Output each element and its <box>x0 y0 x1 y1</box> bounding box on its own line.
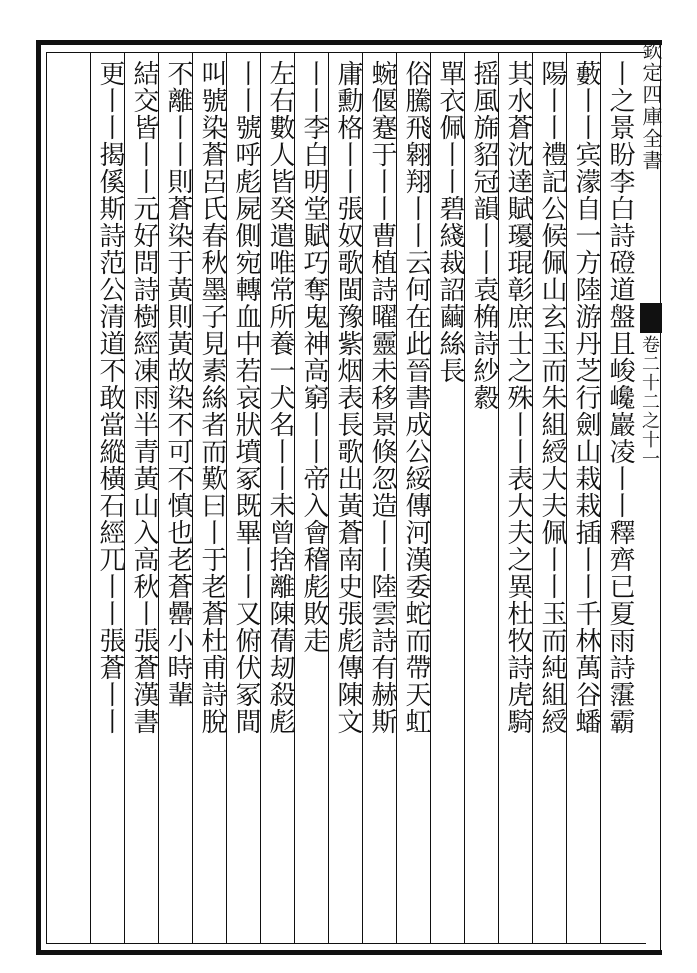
text-column-10: 丨丨李白明堂賦巧奪鬼神高窮丨丨帝入會稽彪敗走 <box>299 60 329 654</box>
book-title: 欽定四庫全書 <box>639 40 663 172</box>
text-column-8: 蜿偃蹇于丨丨曹植詩曜靈未移景倏忽造丨丨陸雲詩有赫斯 <box>367 60 397 735</box>
text-column-2: 藪丨丨宾濛自一方陸游丹芝行劍山栽栽插丨丨千林萬谷蟠 <box>571 60 601 735</box>
text-column-15: 結交皆丨丨元好問詩樹經凍雨半青黃山入高秋丨張蒼漢書 <box>129 60 159 735</box>
text-column-3: 陽丨丨禮記公候佩山玄玉而朱組綬大夫佩丨丨玉而純組綬 <box>537 60 567 735</box>
text-column-4: 其水蒼沈達賦瓇琨彰庶士之殊丨丨表大夫之異杜牧詩虎騎 <box>503 60 533 735</box>
text-column-6: 單衣佩丨丨碧綫裁詔繭絲長 <box>435 60 465 384</box>
text-column-5: 摇風旆貂冠韻丨丨袁桷詩紗縠 <box>469 60 499 411</box>
text-column-9: 庸勳格丨丨張奴歌閩豫紫烟表長歌出黃蒼南史張彪傳陳文 <box>333 60 363 735</box>
text-column-16: 更丨丨揭傒斯詩范公清道不敢當縱橫石經兀丨丨張蒼丨丨 <box>95 60 125 735</box>
text-column-1: 丨之景盼李白詩磴道盤且峻巉巖凌丨丨釋齊已夏雨詩霮霸 <box>605 60 635 735</box>
text-column-14: 不離丨丨則蒼染于黃則黃故染不可不慎也老蒼罍小時輩 <box>163 60 193 708</box>
text-column-13: 叫號染蒼呂氏春秋墨子見素絲者而歎曰丨于老蒼杜甫詩脫 <box>197 60 227 735</box>
text-column-12: 丨丨號呼彪屍側宛轉血中若哀狀墳冢既畢丨丨又俯伏冢間 <box>231 60 261 735</box>
text-column-11: 左右數人皆癸遣唯常所養一犬名丨丨未曾捨離陳蒨刼殺彪 <box>265 60 295 735</box>
fish-tail-mark <box>640 303 662 333</box>
volume-label: 卷二十二之十一 <box>639 335 660 468</box>
text-column-7: 俗騰飛翱翔丨丨云何在此晉書成公綏傳河漢委蛇而帶天虹 <box>401 60 431 735</box>
